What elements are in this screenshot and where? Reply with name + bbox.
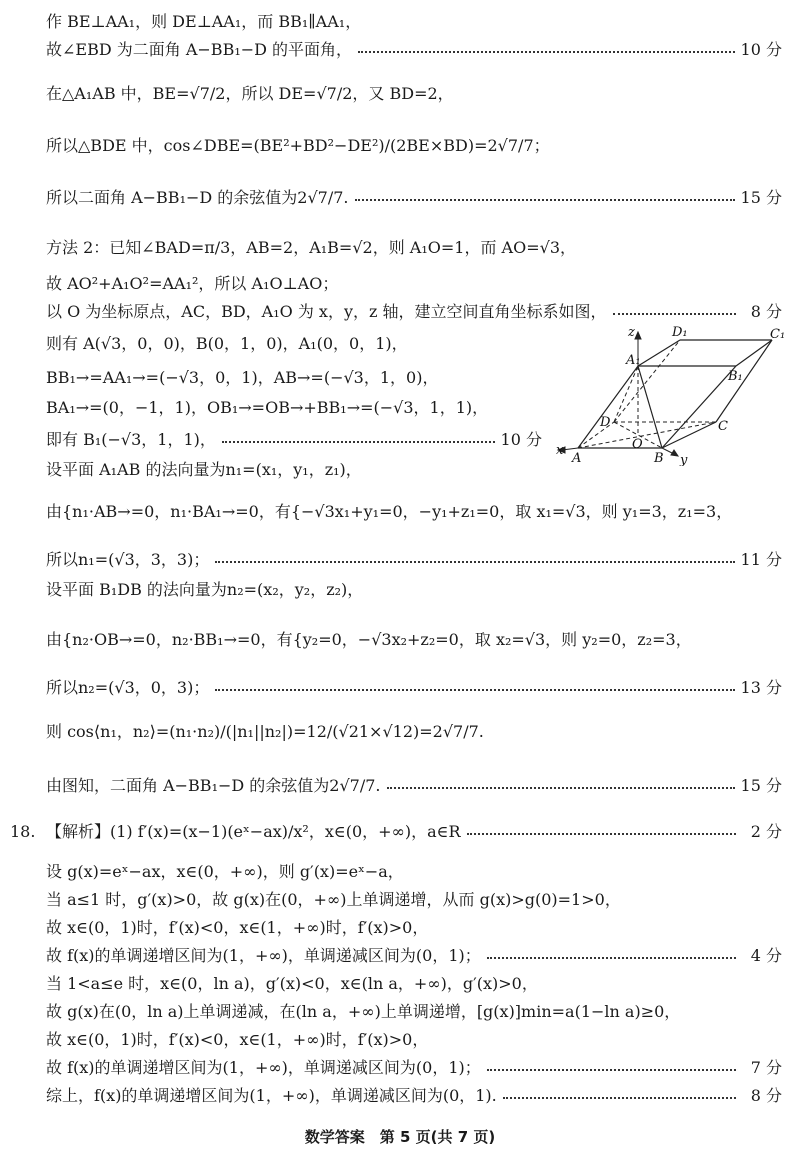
page-footer: 数学答案 第 5 页(共 7 页) — [304, 1128, 496, 1146]
line-text: 故 x∈(0，1)时，f′(x)<0，x∈(1，+∞)时，f′(x)>0， — [46, 1030, 429, 1049]
line-text: 故 g(x)在(0，ln a)上单调递减，在(ln a，+∞)上单调递增，[g(x)]min=a(1−ln a)≥0， — [46, 1002, 681, 1021]
line-text: 所以n₂=(√3，0，3)； — [46, 678, 210, 697]
line-text: 所以n₁=(√3，3，3)； — [46, 550, 210, 569]
line-n1-result — [46, 548, 782, 572]
line-text: 以 O 为坐标原点，AC，BD，A₁O 为 x，y，z 轴，建立空间直角坐标系如图， — [46, 302, 607, 321]
edge-bb1 — [662, 366, 736, 448]
score-label: 2 分 — [750, 822, 782, 841]
leader-dots — [215, 689, 734, 691]
leader-dots — [503, 1097, 736, 1099]
line-text: 故 f(x)的单调递增区间为(1，+∞)，单调递减区间为(0，1)； — [46, 946, 481, 965]
line-system-n2 — [46, 628, 782, 652]
line-monotonic-1 — [46, 944, 782, 968]
leader-dots — [487, 957, 736, 959]
line-text: 由图知，二面角 A−BB₁−D 的余弦值为2√7/7. — [46, 776, 381, 795]
line-case-1-a-e — [46, 972, 782, 996]
line-text: 由{n₂·OB→=0，n₂·BB₁→=0，有{y₂=0，−√3x₂+z₂=0，取 x₂=√3，则 y₂=0，z₂=3， — [46, 630, 692, 649]
line-summary — [46, 1084, 782, 1108]
line-text: 故 x∈(0，1)时，f′(x)<0，x∈(1，+∞)时，f′(x)>0， — [46, 918, 429, 937]
line-pythagoras — [46, 272, 782, 296]
label-o: O — [632, 437, 643, 452]
label-c: C — [718, 419, 728, 434]
line-normal-n2 — [46, 578, 782, 602]
line-text: 在△A₁AB 中，BE=√7/2，所以 DE=√7/2，又 BD=2， — [46, 84, 454, 103]
line-text: 设 g(x)=eˣ−ax，x∈(0，+∞)，则 g′(x)=eˣ−a， — [46, 862, 404, 881]
parallelepiped-figure — [556, 326, 788, 466]
diagonal-ac — [578, 422, 716, 448]
edge-d1a1 — [638, 340, 680, 366]
axis-y-arrow — [671, 450, 678, 456]
score-label: 7 分 — [750, 1058, 782, 1077]
leader-dots — [215, 561, 734, 563]
score-label: 13 分 — [740, 678, 782, 697]
leader-dots — [355, 199, 735, 201]
line-b1-point — [46, 428, 542, 452]
line-text: 由{n₁·AB→=0，n₁·BA₁→=0，有{−√3x₁+y₁=0，−y₁+z₁=0，取 x₁=√3，则 y₁=3，z₁=3， — [46, 502, 733, 521]
line-text: BA₁→=(0，−1，1)，OB₁→=OB→+BB₁→=(−√3，1，1)， — [46, 398, 489, 417]
line-system-n1 — [46, 500, 782, 524]
edge-c1b1 — [736, 340, 772, 366]
line-text: 故 f(x)的单调递增区间为(1，+∞)，单调递减区间为(0，1)； — [46, 1058, 481, 1077]
line-be-perp — [46, 10, 782, 34]
score-label: 8 分 — [750, 302, 782, 321]
label-y: y — [680, 453, 688, 466]
line-sign-f-1 — [46, 916, 782, 940]
line-text: 当 1<a≤e 时，x∈(0，ln a)，g′(x)<0，x∈(ln a，+∞)，g′(x)>0， — [46, 974, 538, 993]
label-d1: D₁ — [672, 326, 688, 340]
label-b: B — [654, 451, 664, 466]
line-g-min — [46, 1000, 782, 1024]
line-text: 综上，f(x)的单调递增区间为(1，+∞)，单调递减区间为(0，1). — [46, 1086, 497, 1105]
line-method-2 — [46, 236, 782, 260]
label-x: x — [556, 443, 564, 458]
leader-dots — [467, 833, 736, 835]
line-plane-angle — [46, 38, 782, 62]
edge-cc1 — [716, 340, 772, 422]
label-z: z — [628, 326, 635, 340]
line-text: 设平面 B₁DB 的法向量为n₂=(x₂，y₂，z₂)， — [46, 580, 364, 599]
line-text: 故∠EBD 为二面角 A−BB₁−D 的平面角， — [46, 40, 353, 59]
leader-dots — [222, 441, 495, 443]
label-d: D — [600, 415, 611, 430]
leader-dots — [387, 787, 735, 789]
line-text: 故 AO²+A₁O²=AA₁²，所以 A₁O⊥AO； — [46, 274, 339, 293]
line-text: 所以二面角 A−BB₁−D 的余弦值为2√7/7. — [46, 188, 349, 207]
label-b1: B₁ — [728, 369, 743, 384]
edge-dd1 — [614, 340, 680, 422]
edge-bc — [662, 422, 716, 448]
label-c1: C₁ — [770, 327, 786, 342]
line-derivative — [46, 820, 782, 844]
line-cos-result-2 — [46, 774, 782, 798]
line-cos-result-1 — [46, 186, 782, 210]
line-text: BB₁→=AA₁→=(−√3，0，1)，AB→=(−√3，1，0)， — [46, 368, 439, 387]
line-triangle-a1ab — [46, 82, 782, 106]
score-label: 10 分 — [740, 40, 782, 59]
line-text: 作 BE⊥AA₁，则 DE⊥AA₁，而 BB₁∥AA₁， — [46, 12, 362, 31]
score-label: 15 分 — [740, 776, 782, 795]
line-case-a-le-1 — [46, 888, 782, 912]
score-label: 8 分 — [750, 1086, 782, 1105]
label-a1: A₁ — [626, 353, 641, 368]
line-vectors-1 — [46, 366, 566, 390]
line-coordinate-system — [46, 300, 782, 324]
line-text: 所以△BDE 中，cos∠DBE=(BE²+BD²−DE²)/(2BE×BD)=2√7/7； — [46, 136, 550, 155]
question-number: 18. — [10, 822, 36, 841]
line-sign-f-2 — [46, 1028, 782, 1052]
line-cos-normals — [46, 720, 782, 744]
score-label: 10 分 — [500, 430, 542, 449]
score-label: 15 分 — [740, 188, 782, 207]
leader-dots — [487, 1069, 736, 1071]
score-label: 11 分 — [740, 550, 782, 569]
line-points — [46, 332, 566, 356]
leader-dots — [613, 313, 736, 315]
line-text: 即有 B₁(−√3，1，1)， — [46, 430, 216, 449]
line-text: 设平面 A₁AB 的法向量为n₁=(x₁，y₁，z₁)， — [46, 460, 362, 479]
axis-z-arrow — [635, 332, 641, 339]
score-label: 4 分 — [750, 946, 782, 965]
line-text: 则有 A(√3，0，0)，B(0，1，0)，A₁(0，0，1)， — [46, 334, 408, 353]
leader-dots — [358, 51, 734, 53]
line-cos-dbe — [46, 134, 782, 158]
line-text: 【解析】(1) f′(x)=(x−1)(eˣ−ax)/x²，x∈(0，+∞)，a∈R — [46, 822, 461, 841]
line-text: 则 cos⟨n₁，n₂⟩=(n₁·n₂)/(|n₁||n₂|)=12/(√21×√12)=2√7/7. — [46, 722, 484, 741]
line-text: 方法 2：已知∠BAD=π/3，AB=2，A₁B=√2，则 A₁O=1，而 AO=√3， — [46, 238, 577, 257]
line-text: 当 a≤1 时，g′(x)>0，故 g(x)在(0，+∞)上单调递增，从而 g(x)>g(0)=1>0， — [46, 890, 621, 909]
line-n2-result — [46, 676, 782, 700]
line-vectors-2 — [46, 396, 566, 420]
label-a: A — [572, 451, 582, 466]
line-monotonic-2 — [46, 1056, 782, 1080]
line-g-def — [46, 860, 782, 884]
edge-aa1 — [578, 366, 638, 448]
